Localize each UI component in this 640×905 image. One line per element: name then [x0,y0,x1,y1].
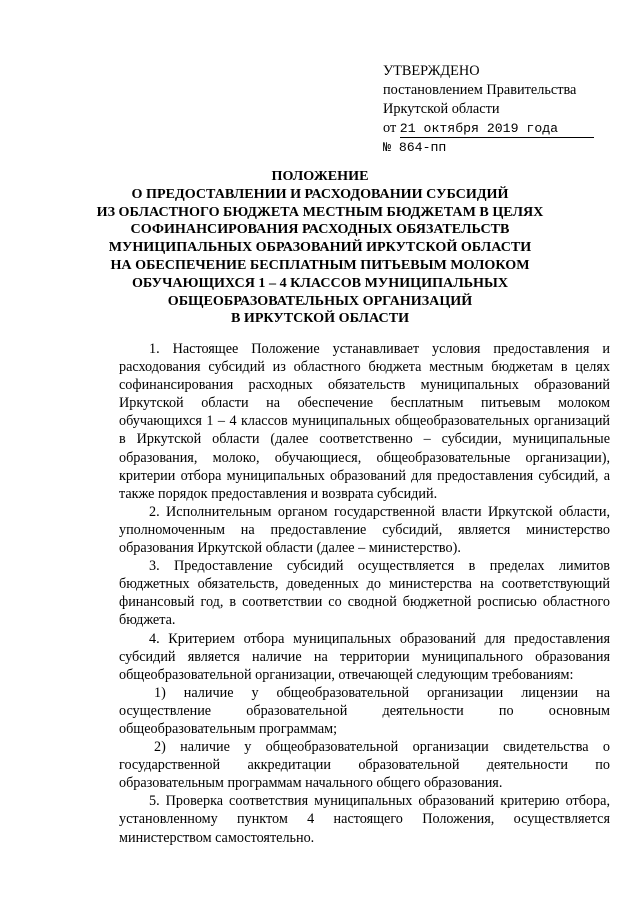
approval-date-prefix: от [383,120,397,136]
title-line: МУНИЦИПАЛЬНЫХ ОБРАЗОВАНИЙ ИРКУТСКОЙ ОБЛАСТИ [108,239,532,256]
paragraph-4-item-1: 1) наличие у общеобразовательной организации лицензии на осуществление образовательной деятельности по основным общеобразовательным программам; [119,684,610,737]
approval-date-row [383,119,598,138]
approval-line-region: Иркутской области [383,101,500,117]
paragraph-4: 4. Критерием отбора муниципальных образований для предоставления субсидий является наличие на территории муниципального образования общеобразовательной организации, отвечающей следующим требованиям: [119,630,610,683]
approval-date: 21 октября 2019 года [400,121,594,138]
document-body [119,340,610,847]
title-line: ОБЩЕОБРАЗОВАТЕЛЬНЫХ ОРГАНИЗАЦИЙ [167,292,473,309]
paragraph-1: 1. Настоящее Положение устанавливает условия предоставления и расходования субсидий из областного бюджета местным бюджетам в целях софинансирования расходных обязательств муниципальных образований Иркутской области на обеспечение бесплатным питьевым молоком обучающихся 1 – 4 классов муниципальных общеобразовательных организаций в Иркутской области (далее соответственно – субсидии, муниципальные образования, молоко, обучающиеся, общеобразовательные организации), критерии отбора муниципальных образований для предоставления субсидий, а также порядок предоставления и возврата субсидий. [119,341,610,502]
title-line: ПОЛОЖЕНИЕ [271,168,369,184]
title-line: ОБУЧАЮЩИХСЯ 1 – 4 КЛАССОВ МУНИЦИПАЛЬНЫХ [131,274,509,291]
title-line: В ИРКУТСКОЙ ОБЛАСТИ [230,310,410,327]
paragraph-3: 3. Предоставление субсидий осуществляется в пределах лимитов бюджетных обязательств, доведенных до министерства на соответствующий финансовый год, в соответствии со сводной бюджетной росписью областного бюджета. [119,558,610,629]
approval-heading: УТВЕРЖДЕНО [383,63,480,79]
document-title [95,168,545,328]
paragraph-4-item-2: 2) наличие у общеобразовательной организации свидетельства о государственной аккредитации образовательной деятельности по образовательным программам начального общего образования. [119,739,610,792]
approval-line-decree: постановлением Правительства [383,82,577,98]
title-line: НА ОБЕСПЕЧЕНИЕ БЕСПЛАТНЫМ ПИТЬЕВЫМ МОЛОКОМ [110,256,530,273]
title-line: О ПРЕДОСТАВЛЕНИИ И РАСХОДОВАНИИ СУБСИДИЙ [131,185,509,202]
paragraph-5: 5. Проверка соответствия муниципальных образований критерию отбора, установленному пунктом 4 настоящего Положения, осуществляется министерством самостоятельно. [119,793,610,846]
paragraph-2: 2. Исполнительным органом государственной власти Иркутской области, уполномоченным на предоставление субсидий, является министерство образования Иркутской области (далее – министерство). [119,503,610,557]
approval-number: № 864-пп [383,140,447,155]
title-line: ИЗ ОБЛАСТНОГО БЮДЖЕТА МЕСТНЫМ БЮДЖЕТАМ В ЦЕЛЯХ [96,203,544,220]
approval-block [383,62,598,157]
title-line: СОФИНАНСИРОВАНИЯ РАСХОДНЫХ ОБЯЗАТЕЛЬСТВ [130,221,510,238]
